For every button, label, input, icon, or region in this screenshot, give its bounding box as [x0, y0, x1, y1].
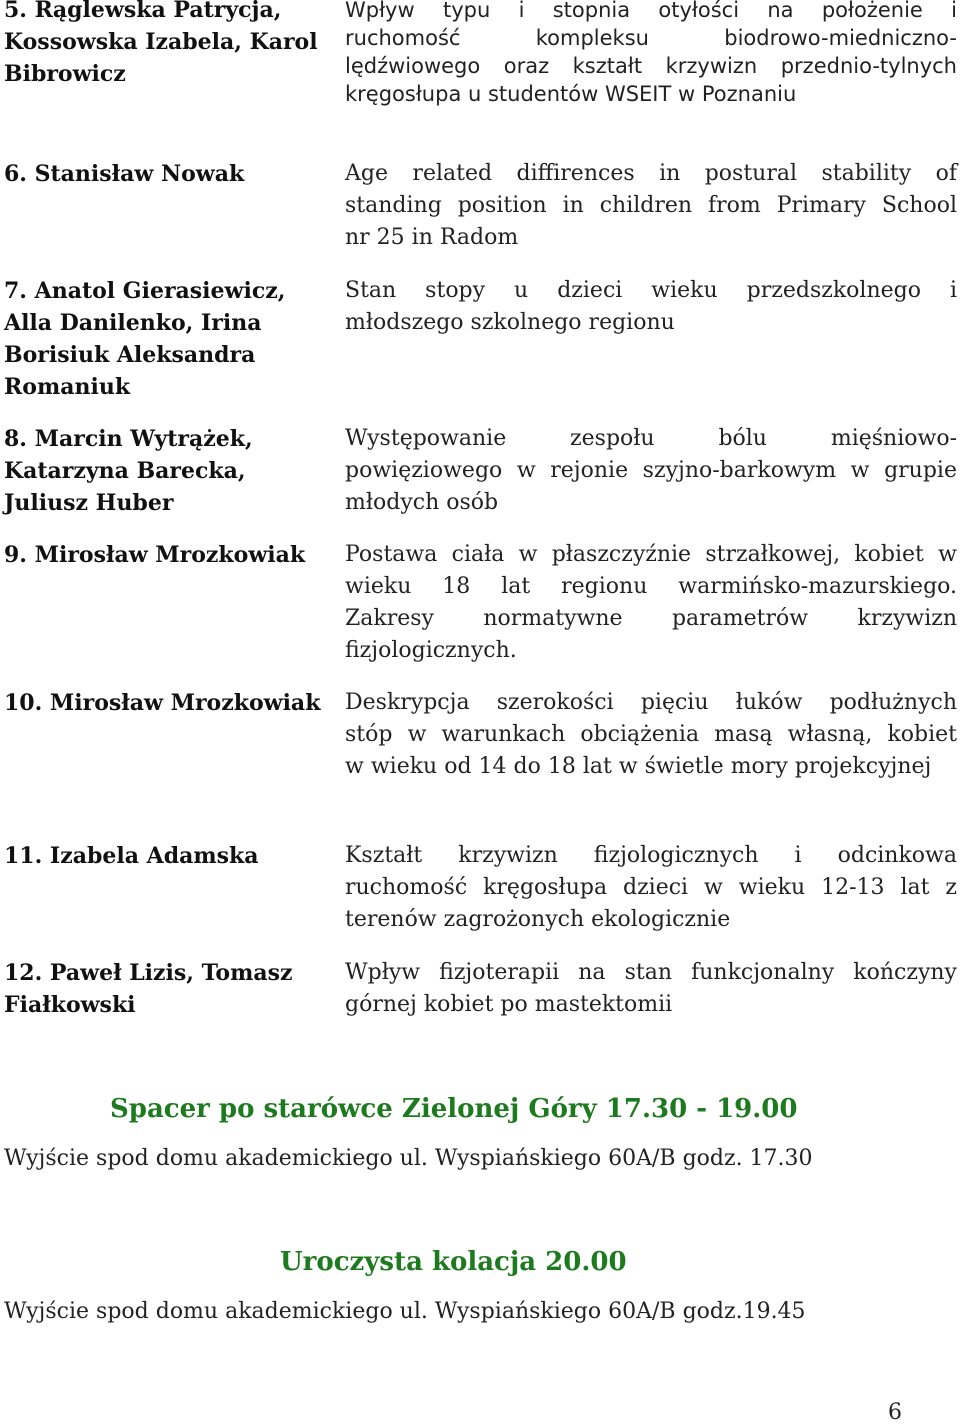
author-line: Kossowska Izabela, Karol [4, 29, 318, 55]
entry-title [345, 687, 957, 783]
author-line: Romaniuk [4, 374, 131, 400]
author-line: Borisiuk Aleksandra [4, 342, 256, 368]
title-line: Wpływ typu i stopnia otyłości na położenie i [345, 0, 957, 22]
entry-authors [4, 158, 324, 190]
author-line: Fiałkowski [4, 992, 136, 1018]
title-line: Występowanie zespołu bólu mięśniowo- [345, 426, 957, 451]
title-line: Postawa ciała w płaszczyźnie strzałkowej, kobiet w [345, 542, 957, 567]
title-line: powięziowego w rejonie szyjno-barkowym w grupie [345, 458, 957, 483]
title-line: standing position in children from Primary School [345, 193, 957, 218]
author-line: 10. Mirosław Mrozkowiak [4, 690, 321, 716]
author-line: Bibrowicz [4, 61, 126, 87]
author-line: 11. Izabela Adamska [4, 843, 259, 869]
title-line: terenów zagrożonych ekologicznie [345, 907, 731, 932]
title-line: Wpływ fizjoterapii na stan funkcjonalny kończyny [345, 960, 957, 985]
entry-title [345, 539, 957, 667]
entry-authors [4, 275, 324, 403]
entry-title [345, 423, 957, 519]
event-heading: Uroczysta kolacja 20.00 [280, 1247, 627, 1277]
event-info: Wyjście spod domu akademickiego ul. Wyspiańskiego 60A/B godz. 17.30 [4, 1146, 813, 1171]
author-line: 6. Stanisław Nowak [4, 161, 245, 187]
entry-title [345, 158, 957, 254]
entry-authors [4, 0, 324, 90]
author-line: Katarzyna Barecka, [4, 458, 246, 484]
title-line: stóp w warunkach obciążenia masą własną, kobiet [345, 722, 957, 747]
entry-authors [4, 539, 324, 571]
author-line: 7. Anatol Gierasiewicz, [4, 278, 286, 304]
entry-title [345, 275, 957, 339]
title-line: ruchomość kompleksu biodrowo-miedniczno- [345, 26, 957, 50]
author-line: 5. Rąglewska Patrycja, [4, 0, 282, 23]
event-heading: Spacer po starówce Zielonej Góry 17.30 - 19.00 [110, 1094, 798, 1124]
title-line: Stan stopy u dzieci wieku przedszkolnego i [345, 278, 957, 303]
title-line: ruchomość kręgosłupa dzieci w wieku 12-13 lat z [345, 875, 957, 900]
page-number: 6 [888, 1400, 902, 1425]
title-line: Kształt krzywizn fizjologicznych i odcinkowa [345, 843, 957, 868]
entry-authors [4, 423, 324, 519]
author-line: 8. Marcin Wytrążek, [4, 426, 253, 452]
title-line: Deskrypcja szerokości pięciu łuków podłużnych [345, 690, 957, 715]
title-line: Zakresy normatywne parametrów krzywizn [345, 606, 957, 631]
entry-title [345, 0, 957, 108]
title-line: w wieku od 14 do 18 lat w świetle mory projekcyjnej [345, 754, 932, 779]
title-line: Age related diffirences in postural stability of [345, 161, 957, 186]
author-line: 9. Mirosław Mrozkowiak [4, 542, 306, 568]
event-info: Wyjście spod domu akademickiego ul. Wyspiańskiego 60A/B godz.19.45 [4, 1299, 806, 1324]
title-line: fizjologicznych. [345, 638, 517, 663]
entry-authors [4, 957, 324, 1021]
title-line: lędźwiowego oraz kształt krzywizn przednio-tylnych [345, 54, 957, 78]
author-line: 12. Paweł Lizis, Tomasz [4, 960, 293, 986]
title-line: nr 25 in Radom [345, 225, 519, 250]
title-line: górnej kobiet po mastektomii [345, 992, 673, 1017]
author-line: Juliusz Huber [4, 490, 174, 516]
entry-title [345, 957, 957, 1021]
entry-authors [4, 840, 324, 872]
title-line: wieku 18 lat regionu warmińsko-mazurskiego. [345, 574, 957, 599]
title-line: młodych osób [345, 490, 499, 515]
author-line: Alla Danilenko, Irina [4, 310, 262, 336]
entry-title [345, 840, 957, 936]
entry-authors [4, 687, 324, 719]
title-line: kręgosłupa u studentów WSEIT w Poznaniu [345, 82, 797, 106]
title-line: młodszego szkolnego regionu [345, 310, 675, 335]
